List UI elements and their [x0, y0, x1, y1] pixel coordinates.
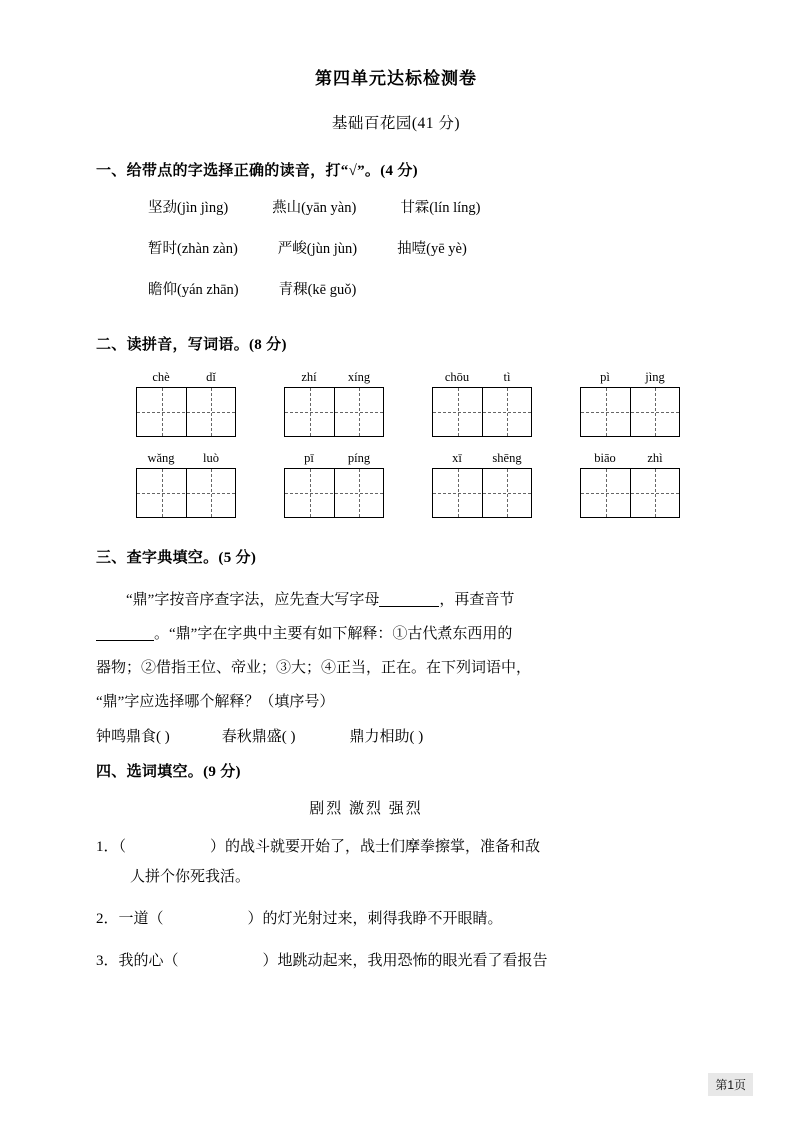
item-text: ）的战斗就要开始了，战士们摩拳擦掌，准备和敌: [210, 839, 541, 855]
item-prefix: 一道（: [118, 911, 164, 927]
item-number: 2．: [96, 911, 119, 927]
question-4-item: [96, 832, 696, 892]
pinyin-syllable: jìng: [645, 370, 665, 384]
answer-blank[interactable]: [379, 606, 439, 607]
character-grid-cell: [432, 370, 532, 437]
idiom-blank[interactable]: 春秋鼎盛( ): [221, 729, 296, 745]
pinyin-label: [580, 370, 680, 385]
tianzige-box[interactable]: [136, 468, 236, 518]
pinyin-item: 严峻(jùn jùn): [277, 241, 358, 257]
character-grid-section: [96, 370, 696, 518]
page-number: 第1页: [708, 1073, 753, 1096]
pinyin-item: 暂时(zhàn zàn): [148, 241, 238, 257]
q3-text-c: 。“鼎”字在字典中主要有如下解释：①古代煮东西用的: [154, 626, 513, 642]
question-1-row: [96, 196, 696, 217]
idiom-blank[interactable]: 钟鸣鼎食( ): [96, 729, 170, 745]
question-1-row: [96, 278, 696, 299]
character-grid-cell: [580, 370, 680, 437]
item-text-line2: 人拼个你死我活。: [130, 869, 251, 885]
character-grid-cell: [432, 451, 532, 518]
pinyin-syllable: wǎng: [147, 451, 175, 465]
tianzige-box[interactable]: [432, 387, 532, 437]
question-4-item: [96, 904, 696, 934]
item-text: ）地跳动起来，我用恐怖的眼光看了看报告: [262, 953, 548, 969]
question-4-item: [96, 946, 696, 976]
question-2-heading: 二、读拼音，写词语。(8 分): [96, 337, 287, 353]
pinyin-item: 坚劲(jìn jìng): [148, 200, 229, 216]
pinyin-syllable: píng: [347, 451, 371, 465]
item-text: ）的灯光射过来，刺得我睁不开眼睛。: [247, 911, 503, 927]
pinyin-label: [432, 451, 532, 466]
character-grid-cell: [136, 451, 236, 518]
pinyin-syllable: zhì: [647, 451, 663, 465]
question-3-body-line4: “鼎”字应选择哪个解释？（填序号）: [96, 694, 335, 710]
pinyin-syllable: shēng: [492, 451, 522, 465]
word-bank: 剧烈 激烈 强烈: [309, 801, 423, 817]
pinyin-item: 甘霖(lín líng): [400, 200, 481, 216]
pinyin-item: 抽噎(yē yè): [397, 241, 467, 257]
pinyin-syllable: chōu: [444, 370, 470, 384]
question-3-answer-row: [96, 725, 696, 746]
question-3-body-line3: 器物；②借指王位、帝业；③大；④正当，正在。在下列词语中，: [96, 660, 532, 676]
tianzige-box[interactable]: [136, 387, 236, 437]
character-grid-cell: [136, 370, 236, 437]
tianzige-box[interactable]: [580, 468, 680, 518]
pinyin-syllable: dǐ: [206, 370, 216, 384]
pinyin-syllable: zhí: [301, 370, 317, 384]
page-title: 第四单元达标检测卷: [315, 69, 477, 88]
tianzige-box[interactable]: [580, 387, 680, 437]
question-3-heading: 三、查字典填空。(5 分): [96, 550, 257, 566]
pinyin-syllable: pī: [304, 451, 314, 465]
pinyin-syllable: luò: [203, 451, 219, 465]
character-grid-row: [136, 370, 696, 437]
pinyin-item: 瞻仰(yán zhān): [148, 282, 239, 298]
page-content: [96, 64, 696, 988]
character-grid-cell: [284, 451, 384, 518]
pinyin-label: [136, 370, 236, 385]
tianzige-box[interactable]: [284, 468, 384, 518]
section-title: 基础百花园(41 分): [331, 115, 461, 132]
pinyin-label: [284, 451, 384, 466]
item-number: 3．: [96, 953, 119, 969]
question-4-heading: 四、选词填空。(9 分): [96, 764, 241, 780]
pinyin-label: [580, 451, 680, 466]
tianzige-box[interactable]: [284, 387, 384, 437]
q3-text-a: “鼎”字按音序查字法，应先查大写字母: [126, 592, 380, 608]
item-number: 1．: [96, 839, 119, 855]
item-prefix: 我的心（: [118, 953, 179, 969]
pinyin-syllable: xíng: [347, 370, 371, 384]
pinyin-item: 燕山(yān yàn): [272, 200, 357, 216]
character-grid-row: [136, 451, 696, 518]
q3-text-b: ，再查音节: [439, 592, 515, 608]
character-grid-cell: [580, 451, 680, 518]
item-prefix: （: [118, 839, 127, 855]
pinyin-syllable: chè: [152, 370, 170, 384]
pinyin-syllable: biāo: [594, 451, 616, 465]
answer-blank[interactable]: [96, 640, 154, 641]
question-3-body-line2: [96, 617, 696, 651]
question-1-row: [96, 237, 696, 258]
tianzige-box[interactable]: [432, 468, 532, 518]
question-3-body: [96, 583, 696, 617]
pinyin-syllable: tì: [503, 370, 511, 384]
pinyin-syllable: xī: [452, 451, 462, 465]
pinyin-label: [136, 451, 236, 466]
question-1-heading: 一、给带点的字选择正确的读音，打“√”。(4 分): [96, 163, 418, 179]
pinyin-label: [284, 370, 384, 385]
character-grid-cell: [284, 370, 384, 437]
pinyin-label: [432, 370, 532, 385]
pinyin-syllable: pì: [600, 370, 610, 384]
idiom-blank[interactable]: 鼎力相助( ): [349, 729, 424, 745]
pinyin-item: 青稞(kē guǒ): [278, 282, 357, 298]
